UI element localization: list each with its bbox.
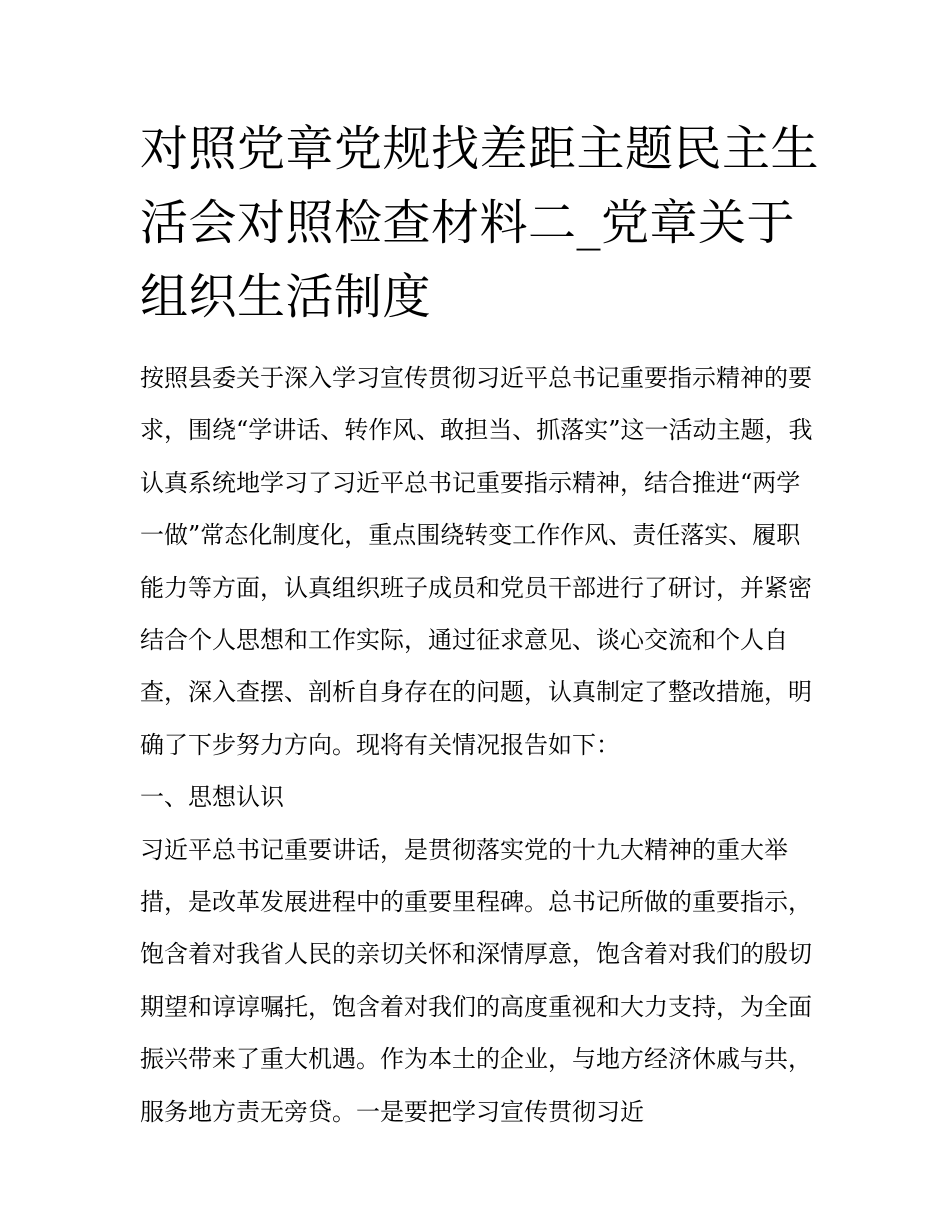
- section-heading: 一、思想认识: [140, 783, 284, 812]
- body-paragraph: 习近平总书记重要讲话，是贯彻落实党的十九大精神的重大举措，是改革发展进程中的重要里程碑。总书记所做的重要指示，饱含着对我省人民的亲切关怀和深情厚意，饱含着对我们的殷切期望和谆谆嘱托，饱含着对我们的高度重视和大力支持，为全面振兴带来了重大机遇。作为本土的企业，与地方经济休戚与共，服务地方责无旁贷。一是要把学习宣传贯彻习近: [140, 835, 812, 1126]
- intro-paragraph: 按照县委关于深入学习宣传贯彻习近平总书记重要指示精神的要求，围绕“学讲话、转作风、敢担当、抓落实”这一活动主题，我认真系统地学习了习近平总书记重要指示精神，结合推进“两学一做”常态化制度化，重点围绕转变工作作风、责任落实、履职能力等方面，认真组织班子成员和党员干部进行了研讨，并紧密结合个人思想和工作实际，通过征求意见、谈心交流和个人自查，深入查摆、剖析自身存在的问题，认真制定了整改措施，明确了下步努力方向。现将有关情况报告如下：: [140, 364, 813, 759]
- document-body: [140, 352, 820, 1138]
- document-title: 对照党章党规找差距主题民主生活会对照检查材料二_党章关于组织生活制度: [140, 121, 820, 325]
